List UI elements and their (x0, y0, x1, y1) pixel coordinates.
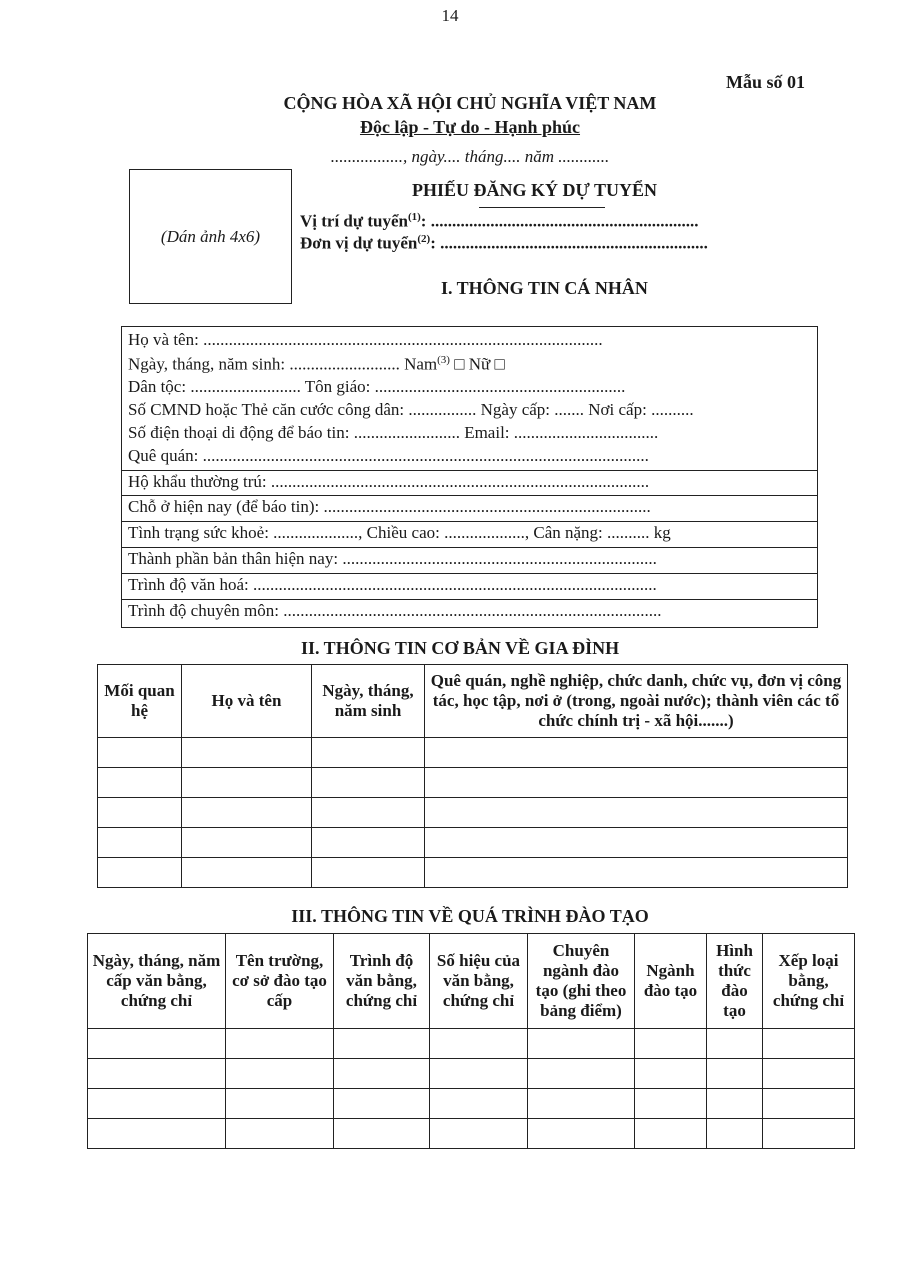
table-cell[interactable] (528, 1029, 635, 1059)
gender-male-label: Nam (404, 354, 438, 374)
table-cell[interactable] (98, 858, 182, 888)
col-birth-date: Ngày, tháng, năm sinh (312, 665, 425, 738)
field-birth-date[interactable] (128, 354, 505, 375)
field-professional-level[interactable]: Trình độ chuyên môn: ......................................................................................... (128, 601, 662, 620)
form-code: Mẫu số 01 (726, 72, 806, 92)
table-row (88, 1119, 855, 1149)
table-cell[interactable] (182, 858, 312, 888)
table-cell[interactable] (334, 1119, 430, 1149)
date-line: ................., ngày.... tháng.... năm ............ (330, 147, 610, 166)
title-divider (479, 207, 605, 208)
nation-title: CỘNG HÒA XÃ HỘI CHỦ NGHĨA VIỆT NAM (283, 93, 657, 113)
row-divider (122, 521, 817, 522)
table-cell[interactable] (635, 1119, 707, 1149)
table-cell[interactable] (763, 1059, 855, 1089)
field-education-level[interactable]: Trình độ văn hoá: ............................................................................................... (128, 575, 657, 594)
col-specialization: Chuyên ngành đào tạo (ghi theo bảng điểm) (528, 934, 635, 1029)
section-training-title: III. THÔNG TIN VỀ QUÁ TRÌNH ĐÀO TẠO (291, 906, 649, 926)
col-degree-number: Số hiệu của văn bằng, chứng chỉ (430, 934, 528, 1029)
table-cell[interactable] (425, 828, 848, 858)
table-cell[interactable] (430, 1119, 528, 1149)
table-cell[interactable] (763, 1089, 855, 1119)
table-cell[interactable] (430, 1029, 528, 1059)
table-cell[interactable] (635, 1059, 707, 1089)
table-cell[interactable] (425, 798, 848, 828)
unit-note: (2) (417, 233, 431, 245)
table-cell[interactable] (182, 798, 312, 828)
row-divider (122, 547, 817, 548)
form-title: PHIẾU ĐĂNG KÝ DỰ TUYỂN (412, 180, 658, 200)
table-cell[interactable] (182, 828, 312, 858)
table-cell[interactable] (98, 828, 182, 858)
table-cell[interactable] (98, 798, 182, 828)
col-grade: Xếp loại bằng, chứng chỉ (763, 934, 855, 1029)
col-institution: Tên trường, cơ sở đào tạo cấp (226, 934, 334, 1029)
field-phone-email[interactable]: Số điện thoại di động để báo tin: ......................... Email: .................................. (128, 423, 659, 442)
table-row (98, 738, 848, 768)
table-cell[interactable] (88, 1119, 226, 1149)
training-table (87, 933, 855, 1149)
table-cell[interactable] (334, 1029, 430, 1059)
table-cell[interactable] (707, 1119, 763, 1149)
table-cell[interactable] (430, 1089, 528, 1119)
table-cell[interactable] (334, 1089, 430, 1119)
position-label: Vị trí dự tuyển (300, 211, 408, 231)
family-table (97, 664, 848, 888)
family-table-header (98, 665, 848, 738)
table-cell[interactable] (425, 738, 848, 768)
table-cell[interactable] (312, 828, 425, 858)
position-field[interactable] (300, 211, 698, 232)
table-cell[interactable] (182, 768, 312, 798)
motto (0, 117, 900, 138)
training-table-header (88, 934, 855, 1029)
photo-label: (Dán ảnh 4x6) (160, 226, 261, 246)
personal-info-box (121, 326, 818, 628)
field-full-name[interactable]: Họ và tên: .............................................................................................. (128, 330, 603, 349)
table-cell[interactable] (763, 1029, 855, 1059)
table-cell[interactable] (334, 1059, 430, 1089)
table-cell[interactable] (226, 1119, 334, 1149)
field-health[interactable]: Tình trạng sức khoẻ: ...................., Chiều cao: ..................., Cân nặng: .......... kg (128, 523, 671, 542)
col-training-form: Hình thức đào tạo (707, 934, 763, 1029)
table-cell[interactable] (88, 1059, 226, 1089)
table-row (98, 858, 848, 888)
table-cell[interactable] (707, 1089, 763, 1119)
unit-dots: : ............................................................... (430, 233, 708, 253)
table-cell[interactable] (88, 1029, 226, 1059)
position-dots: : ............................................................... (420, 211, 699, 231)
table-cell[interactable] (425, 858, 848, 888)
table-cell[interactable] (98, 738, 182, 768)
gender-female-label: Nữ (468, 354, 491, 374)
table-cell[interactable] (635, 1089, 707, 1119)
table-cell[interactable] (707, 1029, 763, 1059)
table-cell[interactable] (528, 1059, 635, 1089)
field-permanent-address[interactable]: Hộ khẩu thường trú: ......................................................................................... (128, 472, 650, 491)
row-divider (122, 470, 817, 471)
page-number: 14 (441, 6, 459, 25)
table-cell[interactable] (88, 1089, 226, 1119)
row-divider (122, 573, 817, 574)
row-divider (122, 599, 817, 600)
col-degree-level: Trình độ văn bằng, chứng chỉ (334, 934, 430, 1029)
field-id-card[interactable]: Số CMND hoặc Thẻ căn cước công dân: ................ Ngày cấp: ....... Nơi cấp: .......... (128, 400, 694, 419)
unit-label: Đơn vị dự tuyển (300, 233, 418, 253)
table-cell[interactable] (425, 768, 848, 798)
table-row (98, 828, 848, 858)
field-social-class[interactable]: Thành phần bản thân hiện nay: .......................................................................... (128, 549, 657, 568)
gender-male-checkbox[interactable]: □ (454, 354, 465, 374)
birth-date-text: Ngày, tháng, năm sinh: .......................... (128, 354, 400, 374)
section-family-title: II. THÔNG TIN CƠ BẢN VỀ GIA ĐÌNH (301, 638, 620, 658)
motto-text: Độc lập - Tự do - Hạnh phúc (359, 117, 581, 137)
col-relationship: Mối quan hệ (98, 665, 182, 738)
table-cell[interactable] (312, 768, 425, 798)
table-cell[interactable] (98, 768, 182, 798)
table-cell[interactable] (528, 1119, 635, 1149)
table-cell[interactable] (763, 1119, 855, 1149)
table-cell[interactable] (312, 798, 425, 828)
table-row (98, 768, 848, 798)
position-note: (1) (407, 211, 421, 223)
table-cell[interactable] (226, 1059, 334, 1089)
gender-female-checkbox[interactable]: □ (494, 354, 505, 374)
table-cell[interactable] (226, 1029, 334, 1059)
col-full-name: Họ và tên (182, 665, 312, 738)
table-cell[interactable] (430, 1059, 528, 1089)
section-personal-title: I. THÔNG TIN CÁ NHÂN (441, 278, 648, 298)
field-current-address[interactable]: Chỗ ở hiện nay (để báo tin): ............................................................................. (128, 497, 651, 516)
table-cell[interactable] (635, 1029, 707, 1059)
field-ethnicity-religion[interactable]: Dân tộc: .......................... Tôn giáo: ........................................................... (128, 377, 626, 396)
photo-placeholder (129, 169, 292, 304)
table-row (88, 1029, 855, 1059)
table-cell[interactable] (182, 738, 312, 768)
table-cell[interactable] (226, 1089, 334, 1119)
unit-field[interactable] (300, 233, 708, 254)
field-hometown[interactable]: Quê quán: ......................................................................................................... (128, 446, 649, 465)
table-row (98, 798, 848, 828)
table-row (88, 1089, 855, 1119)
gender-male-note: (3) (437, 354, 450, 366)
table-row (88, 1059, 855, 1089)
table-cell[interactable] (528, 1089, 635, 1119)
col-issue-date: Ngày, tháng, năm cấp văn bằng, chứng chỉ (88, 934, 226, 1029)
table-cell[interactable] (707, 1059, 763, 1089)
table-cell[interactable] (312, 858, 425, 888)
table-cell[interactable] (312, 738, 425, 768)
col-details: Quê quán, nghề nghiệp, chức danh, chức vụ, đơn vị công tác, học tập, nơi ở (trong, ngoài nước); thành viên các tổ chức chính trị - xã hội.......) (425, 665, 848, 738)
row-divider (122, 495, 817, 496)
col-major: Ngành đào tạo (635, 934, 707, 1029)
